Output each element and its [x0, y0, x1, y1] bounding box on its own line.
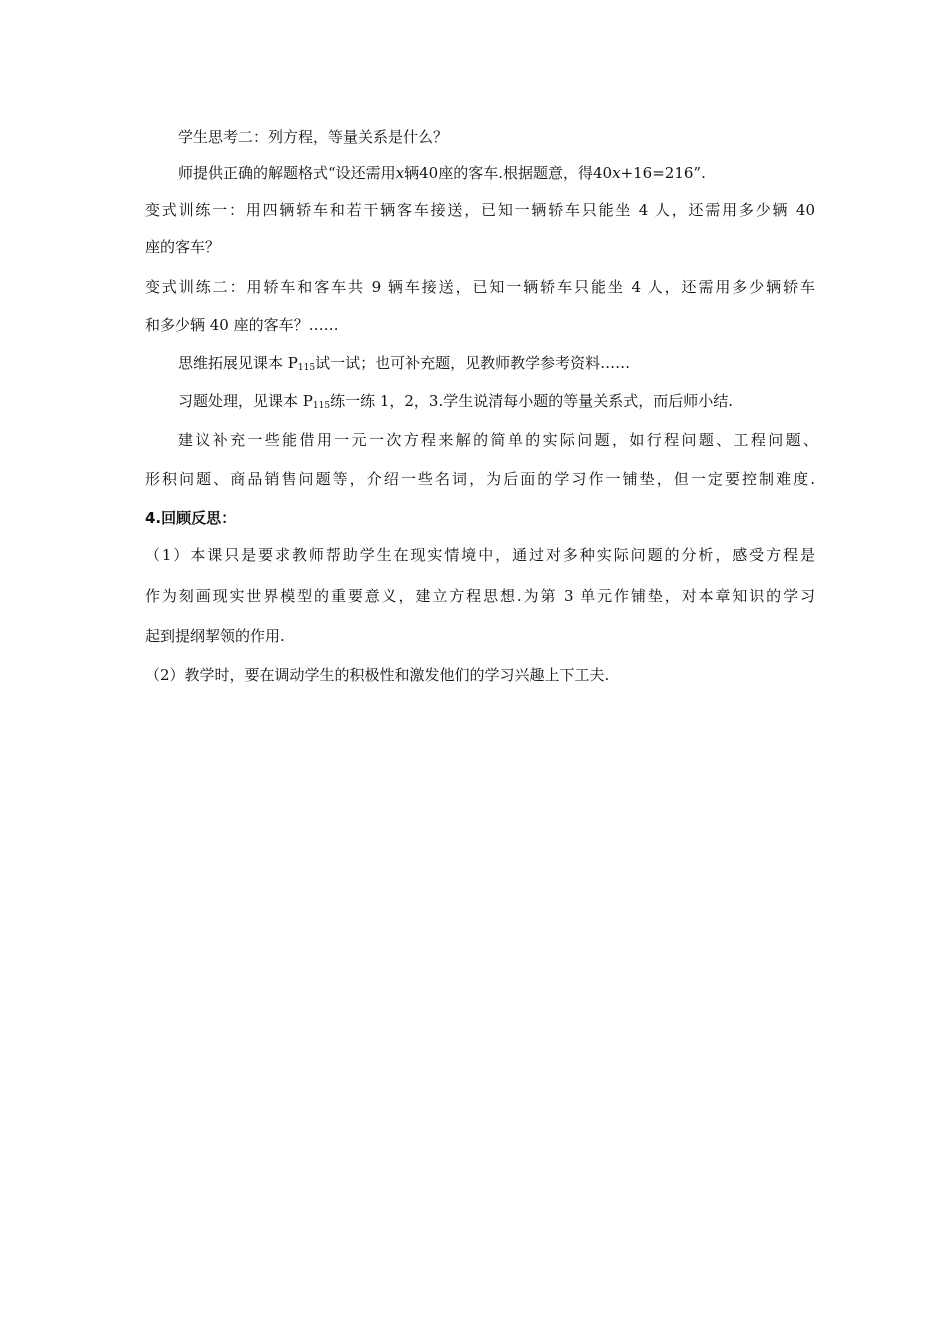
page-number-subscript: 115 — [312, 401, 331, 411]
paragraph-review-one-line3 — [145, 626, 815, 646]
text-segment: 师提供正确的解题格式“设还需用 — [178, 164, 396, 182]
text-line: 起到提纲挈领的作用. — [145, 627, 285, 645]
text-line: 形积问题、商品销售问题等，介绍一些名词，为后面的学习作一铺垫，但一定要控制难度. — [145, 470, 815, 488]
text-segment: 试一试；也可补充题，见教师教学参考资料…… — [315, 354, 631, 372]
paragraph-teacher-format — [178, 163, 818, 183]
text-segment: +16=216”. — [620, 164, 706, 182]
text-line: 变式训练二：用轿车和客车共 9 辆车接送，已知一辆轿车只能坐 4 人，还需用多少辆轿车 — [145, 278, 815, 296]
paragraph-exercise-handling — [178, 391, 818, 411]
paragraph-variant-two-line2 — [145, 315, 815, 335]
paragraph-suggestion-line2 — [145, 469, 815, 489]
variable-x: x — [612, 164, 621, 182]
paragraph-variant-two-line1 — [145, 277, 815, 297]
text-line: 和多少辆 40 座的客车？…… — [145, 316, 339, 334]
paragraph-review-one-line2 — [145, 586, 815, 606]
paragraph-thinking-extension — [178, 353, 818, 373]
text-line: 建议补充一些能借用一元一次方程来解的简单的实际问题，如行程问题、工程问题、 — [178, 431, 818, 449]
text-line: （1）本课只是要求教师帮助学生在现实情境中，通过对多种实际问题的分析，感受方程是 — [145, 546, 815, 564]
text-line: （2）教学时，要在调动学生的积极性和激发他们的学习兴趣上下工夫. — [145, 666, 610, 684]
section-title: 4.回顾反思： — [145, 509, 237, 527]
text-segment: 练一练 1，2，3.学生说清每小题的等量关系式，而后师小结. — [330, 392, 733, 410]
variable-x: x — [395, 164, 405, 182]
text-segment: 习题处理，见课本 P — [178, 392, 313, 410]
paragraph-review-two — [145, 665, 815, 685]
text-segment: 辆40座的客车.根据题意，得40 — [404, 164, 613, 182]
paragraph-review-one-line1 — [145, 545, 815, 565]
paragraph-variant-one-line2 — [145, 237, 815, 257]
text-line: 变式训练一：用四辆轿车和若干辆客车接送，已知一辆轿车只能坐 4 人，还需用多少辆 40 — [145, 201, 815, 219]
text-line: 学生思考二：列方程，等量关系是什么？ — [178, 128, 449, 146]
paragraph-variant-one-line1 — [145, 200, 815, 220]
paragraph-suggestion-line1 — [178, 430, 818, 450]
text-segment: 思维拓展见课本 P — [178, 354, 298, 372]
page-number-subscript: 115 — [297, 363, 316, 373]
text-line: 作为刻画现实世界模型的重要意义，建立方程思想.为第 3 单元作铺垫，对本章知识的学习 — [145, 587, 815, 605]
section-heading-review — [145, 508, 815, 528]
paragraph-student-thinking-two — [178, 127, 818, 147]
text-line: 座的客车？ — [145, 238, 221, 256]
